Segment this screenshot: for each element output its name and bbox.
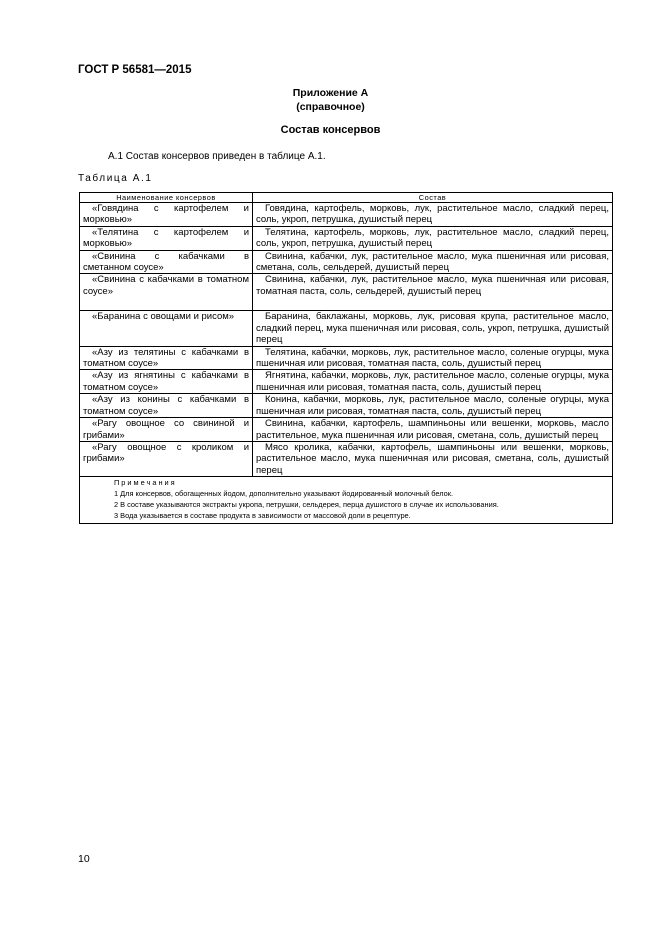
table-row (80, 346, 613, 370)
table-row (80, 274, 613, 311)
product-name: «Азу из конины с кабачками в томатном соусе» (83, 394, 249, 417)
product-name: «Телятина с картофелем и морковью» (83, 226, 249, 250)
composition-text: Телятина, кабачки, морковь, лук, растительное масло, соленые огурцы, мука пшеничная или рисовая, томатная паста, соль, душистый перец (256, 346, 609, 370)
composition-table-container (79, 192, 612, 524)
product-name-cell (80, 394, 253, 418)
table-row (80, 203, 613, 227)
section-title: Состав консервов (280, 124, 381, 136)
composition-cell (253, 226, 613, 250)
composition-text: Телятина, картофель, морковь, лук, растительное масло, сладкий перец, соль, укроп, петрушка, душистый перец (256, 226, 609, 250)
product-name-cell (80, 418, 253, 442)
table-header-row (80, 193, 613, 203)
appendix-title: Приложение А (292, 87, 369, 99)
document-code: ГОСТ Р 56581—2015 (78, 64, 192, 76)
table-row (80, 394, 613, 418)
composition-cell (253, 250, 613, 274)
composition-table (79, 192, 613, 524)
table-row (80, 418, 613, 442)
composition-cell (253, 274, 613, 311)
product-name-cell (80, 370, 253, 394)
composition-cell (253, 346, 613, 370)
product-name: «Свинина с кабачками в сметанном соусе» (83, 250, 249, 274)
product-name: «Свинина с кабачками в томатном соусе» (83, 274, 249, 297)
composition-text: Баранина, баклажаны, морковь, лук, рисовая крупа, растительное масло, сладкий перец, мука пшеничная или рисовая, соль, укроп, петрушка, душистый перец (256, 311, 609, 346)
composition-text: Конина, кабачки, морковь, лук, растительное масло, соленые огурцы, мука пшеничная или рисовая, томатная паста, соль, душистый перец (256, 394, 609, 417)
product-name-cell (80, 441, 253, 476)
composition-cell (253, 394, 613, 418)
note-item: 2 В составе указываются экстракты укропа, петрушки, сельдерея, перца душистого в случае их использования. (114, 499, 499, 509)
composition-text: Ягнятина, кабачки, морковь, лук, растительное масло, соленые огурцы, мука пшеничная или рисовая, томатная паста, соль, душистый перец (256, 370, 609, 393)
table-caption: Таблица А.1 (78, 173, 153, 184)
note-item: 1 Для консервов, обогащенных йодом, дополнительно указывают йодированный молочный белок. (114, 488, 454, 498)
product-name-cell (80, 311, 253, 346)
composition-cell (253, 370, 613, 394)
product-name-cell (80, 226, 253, 250)
intro-paragraph: А.1 Состав консервов приведен в таблице А.1. (108, 151, 326, 162)
composition-cell (253, 441, 613, 476)
table-notes-row (80, 477, 613, 524)
table-notes (80, 477, 613, 524)
appendix-subtitle: (справочное) (296, 101, 365, 113)
notes-heading: Примечания (114, 478, 177, 488)
table-row (80, 226, 613, 250)
composition-text: Свинина, кабачки, лук, растительное масло, мука пшеничная или рисовая, томатная паста, соль, сельдерей, душистый перец (256, 274, 609, 297)
composition-text: Говядина, картофель, морковь, лук, растительное масло, сладкий перец, соль, укроп, петрушка, душистый перец (256, 203, 609, 226)
table-row (80, 311, 613, 346)
header-product-name: Наименование консервов (80, 193, 253, 203)
product-name: «Баранина с овощами и рисом» (92, 311, 235, 323)
table-row (80, 250, 613, 274)
composition-cell (253, 311, 613, 346)
header-composition: Состав (253, 193, 613, 203)
product-name-cell (80, 250, 253, 274)
product-name-cell (80, 274, 253, 311)
product-name-cell (80, 203, 253, 227)
product-name: «Рагу овощное с кроликом и грибами» (83, 441, 249, 465)
composition-text: Свинина, кабачки, картофель, шампиньоны или вешенки, морковь, масло растительное, мука пшеничная или рисовая, сметана, соль, душистый перец (256, 418, 609, 441)
composition-cell (253, 418, 613, 442)
table-row (80, 370, 613, 394)
composition-cell (253, 203, 613, 227)
product-name: «Рагу овощное со свининой и грибами» (83, 418, 249, 441)
page-number: 10 (78, 853, 90, 865)
table-row (80, 441, 613, 476)
composition-text: Свинина, кабачки, лук, растительное масло, мука пшеничная или рисовая, сметана, соль, сельдерей, душистый перец (256, 250, 609, 274)
product-name: «Азу из телятины с кабачками в томатном соусе» (83, 346, 249, 370)
note-item: 3 Вода указывается в составе продукта в зависимости от массовой доли в рецептуре. (114, 510, 411, 520)
product-name: «Азу из ягнятины с кабачками в томатном соусе» (83, 370, 249, 393)
composition-text: Мясо кролика, кабачки, картофель, шампиньоны или вешенки, морковь, растительное масло, мука пшеничная или рисовая, сметана, соль, душистый перец (256, 441, 609, 476)
product-name: «Говядина с картофелем и морковью» (83, 203, 249, 226)
product-name-cell (80, 346, 253, 370)
